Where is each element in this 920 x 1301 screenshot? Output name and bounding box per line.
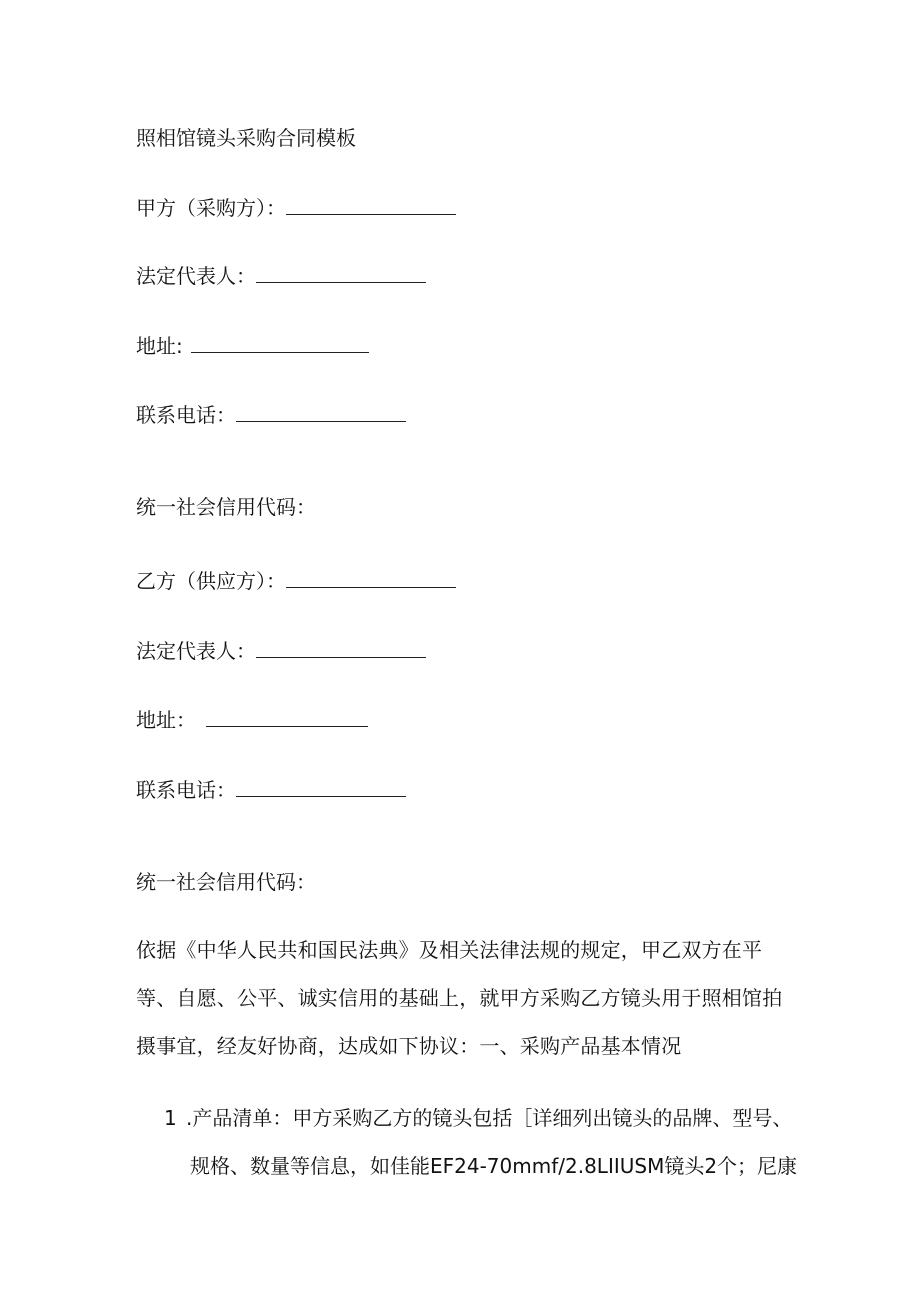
party-b-name-blank[interactable]: [286, 569, 456, 588]
party-b-address-label: 地址：: [136, 708, 196, 732]
party-a-rep-line: [136, 264, 426, 288]
party-a-name-label: 甲方（采购方）：: [136, 196, 286, 220]
party-b-phone-blank[interactable]: [236, 778, 406, 797]
party-a-name-line: [136, 196, 456, 220]
party-a-phone-blank[interactable]: [236, 403, 406, 422]
party-b-credit-code-label: 统一社会信用代码：: [136, 870, 316, 894]
party-a-address-label: 地址:: [136, 334, 183, 358]
party-a-address-blank[interactable]: [191, 334, 369, 353]
document-title: 照相馆镜头采购合同模板: [136, 126, 356, 150]
party-a-rep-label: 法定代表人：: [136, 264, 256, 288]
preamble-line-1: 依据《中华人民共和国民法典》及相关法律法规的规定，甲乙双方在平: [136, 938, 763, 962]
preamble-line-2: 等、自愿、公平、诚实信用的基础上，就甲方采购乙方镜头用于照相馆拍: [136, 986, 783, 1010]
party-a-credit-code-label: 统一社会信用代码：: [136, 495, 316, 519]
party-b-name-label: 乙方（供应方）：: [136, 569, 286, 593]
party-a-name-blank[interactable]: [286, 196, 456, 215]
party-a-rep-blank[interactable]: [256, 264, 426, 283]
party-b-name-line: [136, 569, 456, 593]
party-b-phone-label: 联系电话：: [136, 778, 236, 802]
party-b-rep-blank[interactable]: [256, 639, 426, 658]
item-line-1: .产品清单：甲方采购乙方的镜头包括［详细列出镜头的品牌、型号、: [186, 1106, 793, 1130]
item-number: 1: [164, 1106, 177, 1130]
party-a-phone-line: [136, 403, 406, 427]
party-b-address-line: [136, 708, 368, 732]
party-a-address-line: [136, 334, 369, 358]
party-b-phone-line: [136, 778, 406, 802]
preamble-paragraph: [136, 926, 796, 1070]
party-b-rep-label: 法定代表人：: [136, 639, 256, 663]
party-a-phone-label: 联系电话：: [136, 403, 236, 427]
party-b-rep-line: [136, 639, 426, 663]
party-b-address-blank[interactable]: [206, 708, 368, 727]
item-line-2: 规格、数量等信息，如佳能EF24-70mmf/2.8LIIUSM镜头2个；尼康: [190, 1154, 798, 1178]
preamble-line-3: 摄事宜，经友好协商，达成如下协议：一、采购产品基本情况: [136, 1034, 682, 1058]
